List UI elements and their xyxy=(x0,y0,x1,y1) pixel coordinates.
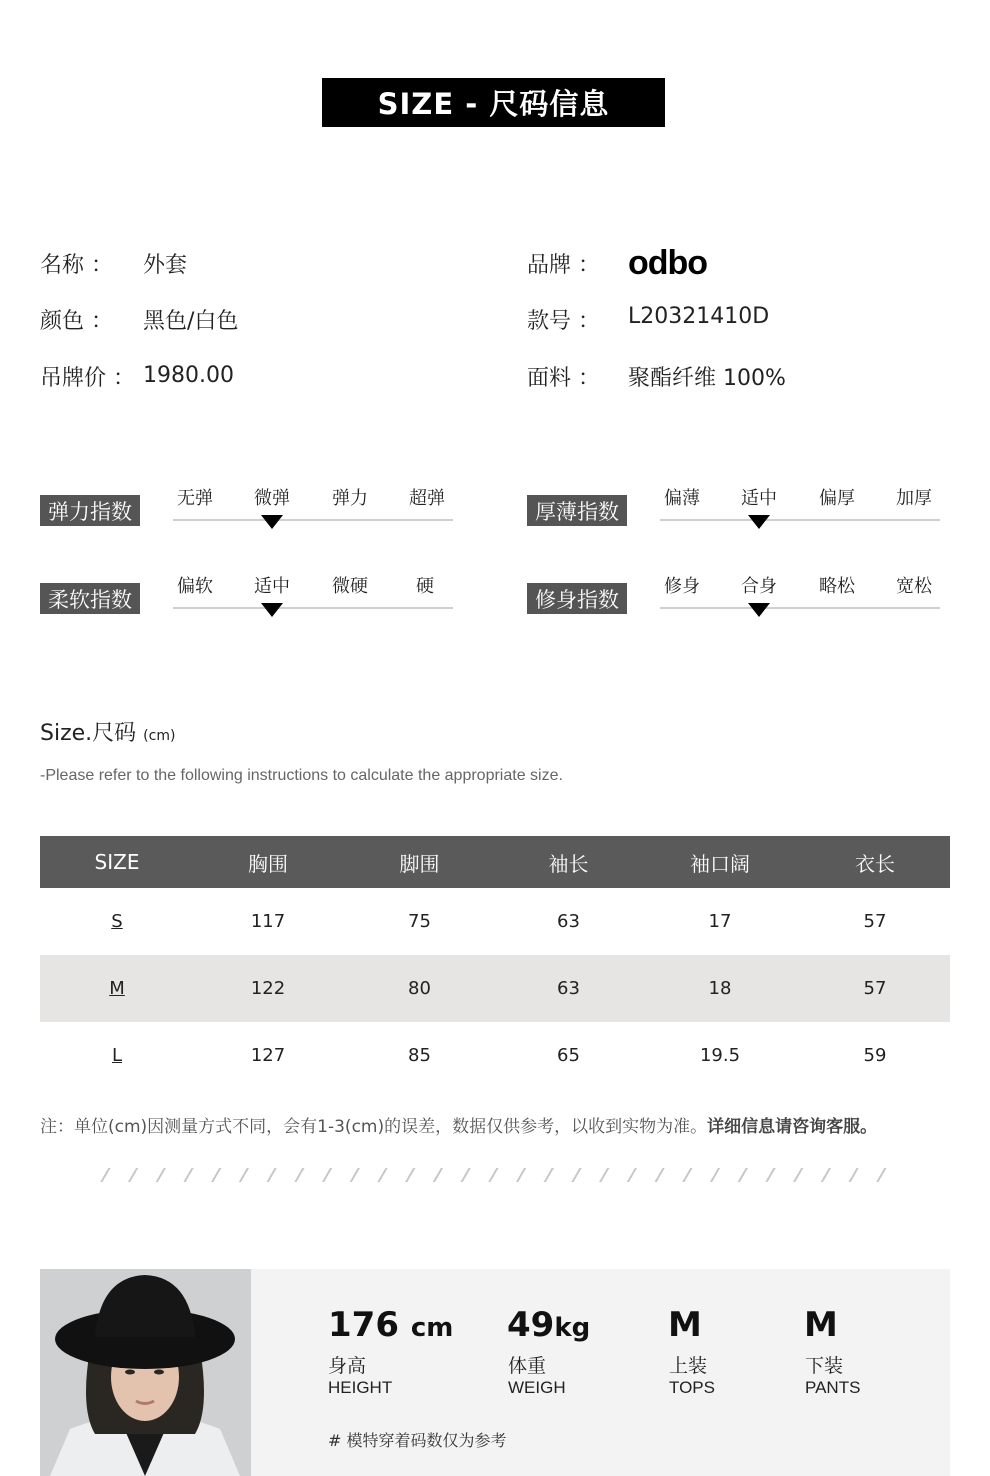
height-en-label: HEIGHT xyxy=(328,1378,393,1397)
brand-label: 品牌 ： xyxy=(527,253,600,278)
index-track xyxy=(660,607,940,609)
model-height-value xyxy=(328,1305,453,1345)
price-label: 吊牌价 ： xyxy=(40,366,135,391)
weight-en-label: WEIGH xyxy=(508,1378,566,1397)
index-label: 弹力指数 xyxy=(40,495,140,526)
name-label: 名称 ： xyxy=(40,253,113,278)
table-row xyxy=(40,888,950,955)
table-cell-size: M xyxy=(109,978,125,999)
index-label: 厚薄指数 xyxy=(527,495,627,526)
style-value: L20321410D xyxy=(628,304,770,329)
index-option: 合身 xyxy=(741,576,777,597)
fabric-value: 聚酯纤维 100% xyxy=(628,366,786,391)
table-cell: 18 xyxy=(708,978,732,999)
index-option: 宽松 xyxy=(896,576,932,597)
table-cell: 122 xyxy=(250,978,286,999)
index-scale xyxy=(40,482,460,542)
index-option: 超弹 xyxy=(409,488,445,509)
model-weight-value xyxy=(507,1305,590,1345)
table-cell: 19.5 xyxy=(699,1045,741,1066)
height-unit: cm xyxy=(410,1313,454,1343)
name-value: 外套 xyxy=(143,253,188,278)
index-option: 微弹 xyxy=(254,488,290,509)
table-cell: 85 xyxy=(408,1045,431,1066)
slash-divider xyxy=(100,1168,890,1182)
table-header-cell: 袖长 xyxy=(548,851,589,876)
footnote-text: 注：单位(cm)因测量方式不同，会有1-3(cm)的误差，数据仅供参考，以收到实物为准。 xyxy=(40,1117,708,1137)
table-cell: 127 xyxy=(250,1045,286,1066)
index-scale xyxy=(527,570,947,630)
table-cell: 17 xyxy=(708,911,732,932)
table-header-cell: 脚围 xyxy=(399,851,440,876)
model-photo-illustration xyxy=(40,1269,251,1476)
brand-logo: odbo xyxy=(628,244,708,282)
index-option: 偏软 xyxy=(177,576,213,597)
index-track xyxy=(173,519,453,521)
index-option: 无弹 xyxy=(177,488,213,509)
index-track xyxy=(173,607,453,609)
index-marker xyxy=(261,515,283,529)
model-size-note: # 模特穿着码数仅为参考 xyxy=(328,1431,507,1450)
tops-cn-label: 上装 xyxy=(669,1355,708,1377)
table-row xyxy=(40,955,950,1022)
model-photo xyxy=(40,1269,251,1476)
table-header-cell: 袖口阔 xyxy=(690,851,750,876)
table-header-cell: SIZE xyxy=(94,850,140,874)
height-cn-label: 身高 xyxy=(328,1355,367,1377)
index-option: 加厚 xyxy=(896,488,932,509)
index-option: 偏厚 xyxy=(819,488,855,509)
weight-unit: kg xyxy=(554,1313,591,1343)
table-cell: 63 xyxy=(557,978,580,999)
index-option: 硬 xyxy=(416,576,434,597)
index-option: 弹力 xyxy=(332,488,368,509)
color-label: 颜色 ： xyxy=(40,309,113,334)
index-option: 略松 xyxy=(819,576,855,597)
index-option: 修身 xyxy=(664,576,700,597)
index-option: 微硬 xyxy=(332,576,368,597)
tops-en-label: TOPS xyxy=(669,1378,715,1397)
pants-en-label: PANTS xyxy=(805,1378,861,1397)
table-cell: 57 xyxy=(863,911,887,932)
index-label: 柔软指数 xyxy=(40,583,140,614)
height-number: 176 xyxy=(328,1305,399,1345)
table-cell-size: S xyxy=(111,911,123,932)
table-cell-size: L xyxy=(111,1045,123,1066)
index-marker xyxy=(748,515,770,529)
table-cell: 57 xyxy=(863,978,887,999)
weight-cn-label: 体重 xyxy=(508,1355,547,1377)
index-scale xyxy=(527,482,947,542)
table-header-cell: 衣长 xyxy=(855,851,895,876)
table-header-cell: 胸围 xyxy=(248,851,288,876)
index-option: 偏薄 xyxy=(664,488,700,509)
measurement-footnote xyxy=(40,1112,877,1137)
footnote-bold: 详细信息请咨询客服。 xyxy=(707,1117,878,1137)
table-cell: 59 xyxy=(863,1045,887,1066)
size-unit: (cm) xyxy=(143,728,176,744)
index-scale xyxy=(40,570,460,630)
price-value: 1980.00 xyxy=(143,363,234,388)
pants-cn-label: 下装 xyxy=(805,1355,844,1377)
size-table xyxy=(40,836,950,1089)
size-heading xyxy=(40,716,175,747)
table-cell: 65 xyxy=(557,1045,580,1066)
index-option: 适中 xyxy=(741,488,777,509)
table-header-row xyxy=(40,836,950,888)
model-tops-size: M xyxy=(668,1305,702,1345)
table-row xyxy=(40,1022,950,1089)
weight-number: 49 xyxy=(507,1305,555,1345)
table-cell: 80 xyxy=(408,978,431,999)
index-marker xyxy=(261,603,283,617)
index-track xyxy=(660,519,940,521)
size-heading-text: Size.尺码 xyxy=(40,721,137,746)
color-value: 黑色/白色 xyxy=(143,309,239,334)
style-label: 款号 ： xyxy=(527,309,600,334)
model-pants-size: M xyxy=(804,1305,838,1345)
table-cell: 75 xyxy=(408,911,431,932)
page-title: SIZE - 尺码信息 xyxy=(322,78,665,127)
index-label: 修身指数 xyxy=(527,583,627,614)
fabric-label: 面料 ： xyxy=(527,366,600,391)
table-cell: 63 xyxy=(557,911,580,932)
index-marker xyxy=(748,603,770,617)
index-option: 适中 xyxy=(254,576,290,597)
table-cell: 117 xyxy=(250,911,286,932)
size-instructions: -Please refer to the following instructions to calculate the appropriate size. xyxy=(40,767,563,784)
